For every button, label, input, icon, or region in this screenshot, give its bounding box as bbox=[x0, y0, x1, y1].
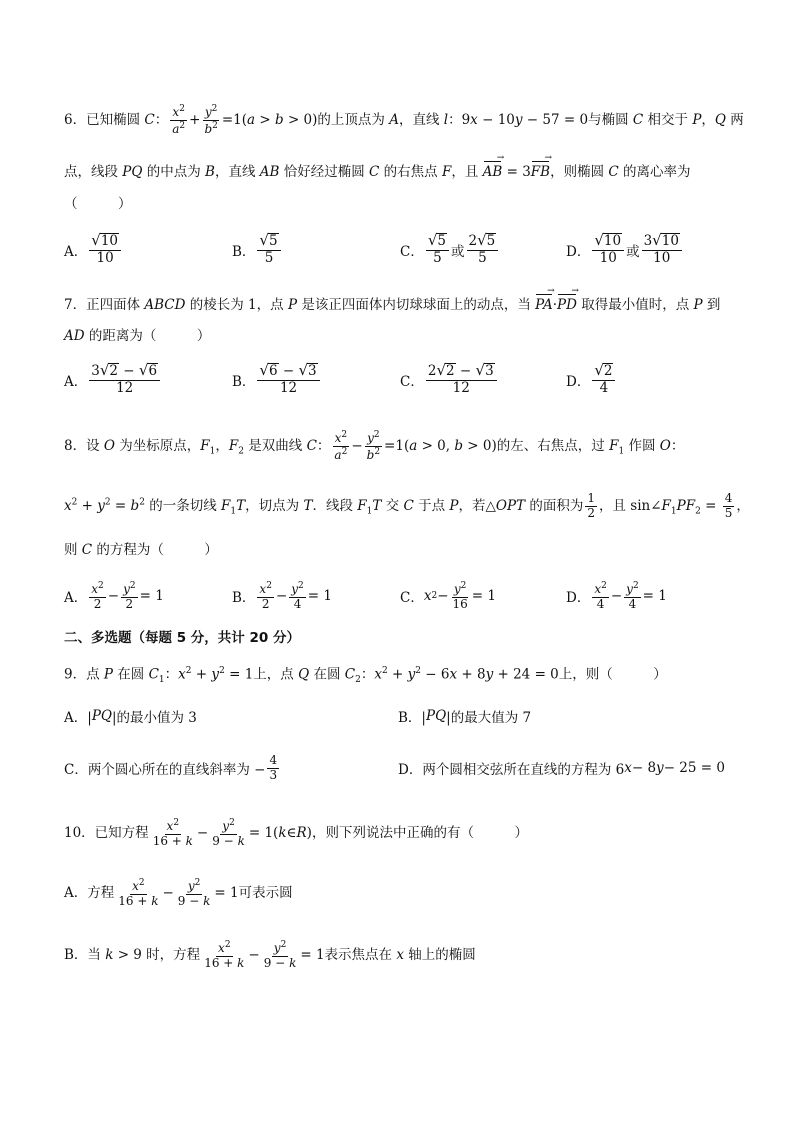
q8-stem-line2: $x^2 + y^2 = b^2$ 的一条切线 $F_1T$，切点为 T．线段 $F_1T$ 交 C 于点 P，若△OPT 的面积为 $\frac{1}{2}$ ，且 $\sin\angle F_1PF_2$ = $\frac{4}{5}$ ， bbox=[64, 491, 750, 520]
q9-option-b[interactable]: B．| PQ |的最大值为 7 bbox=[398, 708, 532, 726]
q7-option-d[interactable]: D． √ 2 4 bbox=[566, 360, 617, 400]
q7-option-b[interactable]: B． √ 6 − √ 3 12 bbox=[232, 360, 322, 400]
section-header-multi-choice: 二、多选题（每题 5 分，共计 20 分） bbox=[64, 630, 300, 646]
q8-stem-line1: 8．设 O 为坐标原点，$F_1$，$F_2$ 是双曲线 C： $\frac{x^2}{a^2}$ − $\frac{y^2}{b^2}$ =1(a > 0, b > 0)的左、右焦点，过 $F_1$ 作圆 O： bbox=[64, 430, 685, 462]
q7-stem-line1: 7．正四面体 ABCD 的棱长为 1，点 P 是该正四面体内切球球面上的动点，当 PA →·PD → 取得最小值时，点 P 到 bbox=[64, 297, 734, 313]
q9-options-row2 bbox=[64, 748, 744, 788]
q7-option-c[interactable]: C． 2 √ 2 − √ 3 12 bbox=[400, 360, 499, 400]
q9-option-a[interactable]: A．| PQ |的最小值为 3 bbox=[64, 708, 197, 726]
q6-option-c[interactable]: C． √ 5 5 或 2 √ 5 5 bbox=[400, 230, 500, 270]
q8-stem-line3: 则 C 的方程为（ ） bbox=[64, 542, 218, 558]
q6-options bbox=[64, 230, 744, 270]
q8-option-d[interactable]: D． $\frac{x^2}{4}$ − $\frac{y^2}{4}$ = 1 bbox=[566, 580, 667, 611]
q6-stem-line2: 点，线段 PQ 的中点为 B，直线 AB 恰好经过椭圆 C 的右焦点 F，且 AB → = 3FB →，则椭圆 C 的离心率为 bbox=[64, 164, 734, 180]
q7-stem-line2: AD 的距离为（ ） bbox=[64, 328, 211, 344]
q6-stem-line1: 6．已知椭圆 C： $\frac{x^2}{a^2}$ + $\frac{y^2}{b^2}$ =1(a > b > 0)的上顶点为 A，直线 l：9x − 10y − 57 = 0与椭圆 C 相交于 P，Q 两 bbox=[64, 104, 744, 136]
q6-option-a[interactable]: A． √ 10 10 bbox=[64, 230, 123, 270]
q9-stem: 9．点 P 在圆 $C_1$：$x^2 + y^2 = 1$上，点 Q 在圆 $C_2$：$x^2 + y^2 - 6x + 8y + 24 = 0$上，则（ ） bbox=[64, 666, 667, 686]
q7-option-a[interactable]: A． 3 √ 2 − √ 6 12 bbox=[64, 360, 162, 400]
q8-option-c[interactable]: C． x 2 − $\frac{y^2}{16}$ = 1 bbox=[400, 580, 496, 611]
q6-paren: （ ） bbox=[64, 196, 132, 212]
q9-options-row1 bbox=[64, 696, 744, 736]
q9-option-c[interactable]: C．两个圆心所在的直线斜率为 − $\frac{4}{3}$ bbox=[64, 752, 278, 782]
q6-option-d[interactable]: D． √ 10 10 或 3 √ 10 10 bbox=[566, 230, 684, 270]
q6-option-b[interactable]: B． √ 5 5 bbox=[232, 230, 283, 270]
q10-stem: 10．已知方程 $\frac{x^2}{16 + k}$ − $\frac{y^2}{9 - k}$ = 1(k∈R)，则下列说法中正确的有（ ） bbox=[64, 818, 528, 848]
q8-option-b[interactable]: B． $\frac{x^2}{2}$ − $\frac{y^2}{4}$ = 1 bbox=[232, 580, 332, 611]
q8-options bbox=[64, 576, 744, 616]
q10-option-b[interactable]: B．当 k > 9 时，方程 $\frac{x^2}{16 + k}$ − $\frac{y^2}{9 - k}$ = 1表示焦点在 x 轴上的椭圆 bbox=[64, 940, 476, 970]
q7-options bbox=[64, 360, 744, 400]
q8-option-a[interactable]: A． $\frac{x^2}{2}$ − $\frac{y^2}{2}$ = 1 bbox=[64, 580, 164, 611]
q9-option-d[interactable]: D．两个圆相交弦所在直线的方程为 6 x − 8 y − 25 = 0 bbox=[398, 760, 725, 778]
q10-option-a[interactable]: A．方程 $\frac{x^2}{16 + k}$ − $\frac{y^2}{9 - k}$ = 1可表示圆 bbox=[64, 878, 293, 908]
